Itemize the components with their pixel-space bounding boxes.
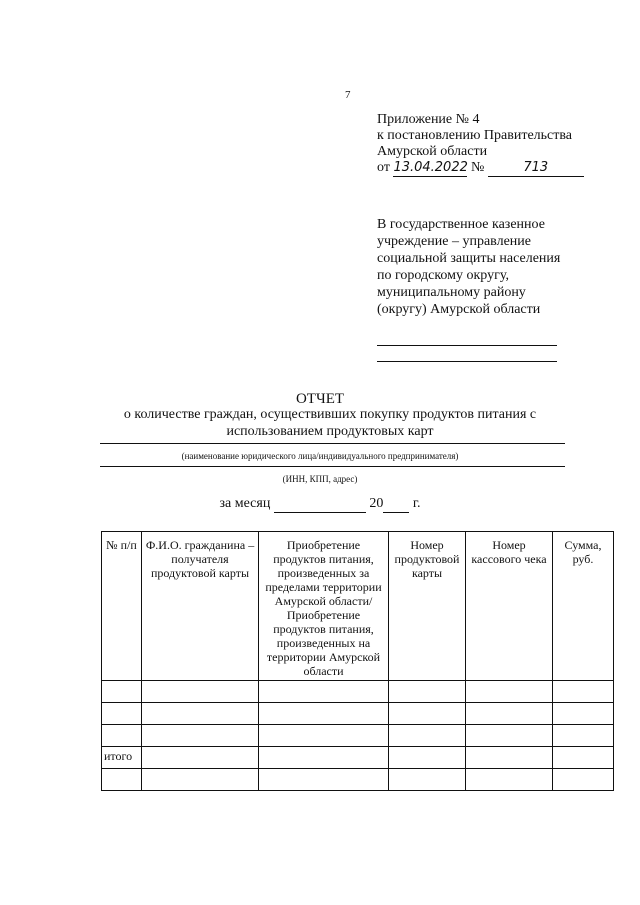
entity-line bbox=[100, 443, 565, 444]
header-receipt-number: Номер кассового чека bbox=[466, 532, 553, 681]
report-table bbox=[101, 531, 614, 791]
total-label: итого bbox=[102, 747, 142, 769]
header-purchase-type: Приобретение продуктов питания, произведенных за пределами территории Амурской области/ Приобретение продуктов питания, произведенных на территории Амурской области bbox=[259, 532, 389, 681]
appendix-date-line bbox=[377, 160, 617, 177]
period-suffix: г. bbox=[412, 496, 421, 511]
table-header-row bbox=[102, 532, 614, 681]
table-row bbox=[102, 725, 614, 747]
table-row bbox=[102, 769, 614, 791]
header-row-number: № п/п bbox=[102, 532, 142, 681]
page-number: 7 bbox=[345, 89, 351, 101]
report-title: ОТЧЕТ bbox=[295, 391, 345, 407]
header-card-number: Номер продуктовой карты bbox=[389, 532, 466, 681]
number-prefix: № bbox=[470, 160, 485, 175]
report-period bbox=[0, 496, 640, 513]
period-year: 20 bbox=[369, 496, 384, 511]
date-prefix: от bbox=[377, 160, 390, 175]
tax-line bbox=[100, 466, 565, 467]
addressee: В государственное казенное учреждение – управление социальной защиты населения по городскому округу, муниципальному району (округу) Амурской области bbox=[377, 217, 561, 317]
addressee-line-2 bbox=[377, 361, 557, 362]
table-row bbox=[102, 703, 614, 725]
tax-caption: (ИНН, КПП, адрес) bbox=[282, 474, 358, 484]
addressee-line-1 bbox=[377, 345, 557, 346]
number-value: 713 bbox=[488, 160, 584, 177]
table-total-row bbox=[102, 747, 614, 769]
header-amount: Сумма, руб. bbox=[553, 532, 614, 681]
appendix-region: Амурской области bbox=[377, 144, 488, 159]
header-full-name: Ф.И.О. гражданина – получателя продуктовой карты bbox=[142, 532, 259, 681]
period-prefix: за месяц bbox=[219, 496, 271, 511]
appendix-title: Приложение № 4 bbox=[377, 112, 480, 127]
table-row bbox=[102, 681, 614, 703]
date-value: 13.04.2022 bbox=[393, 160, 468, 175]
appendix-resolution: к постановлению Правительства bbox=[377, 128, 573, 143]
report-subtitle: о количестве граждан, осуществивших покупку продуктов питания с использованием продуктовых карт bbox=[123, 407, 537, 439]
appendix-header bbox=[377, 112, 617, 177]
entity-caption: (наименование юридического лица/индивидуального предпринимателя) bbox=[181, 451, 459, 461]
